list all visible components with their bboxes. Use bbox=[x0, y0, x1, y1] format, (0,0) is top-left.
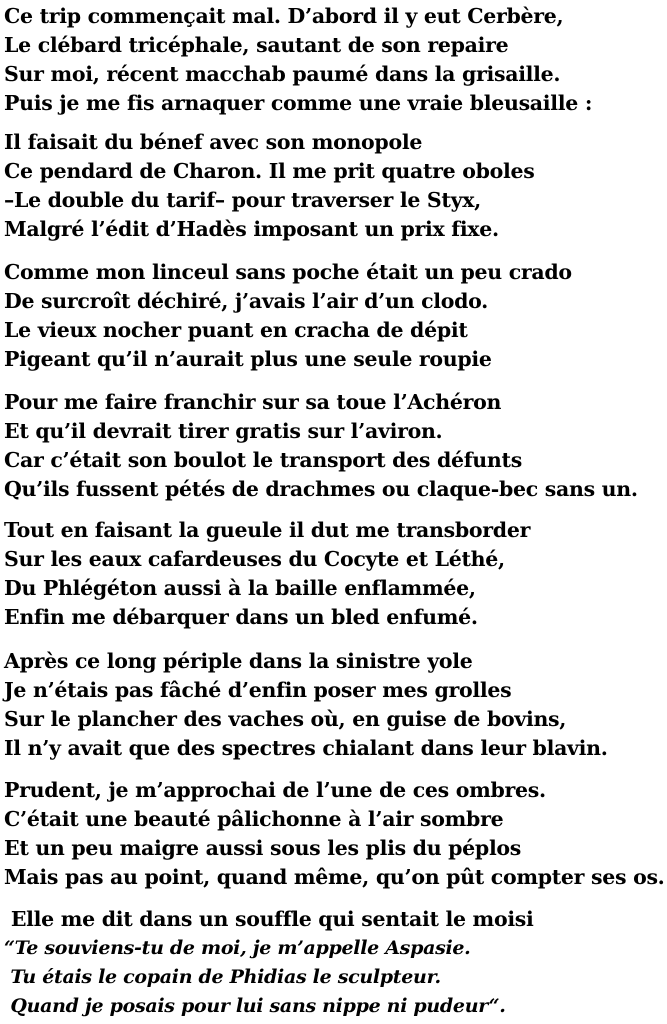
poem-line: Prudent, je m’approchai de l’une de ces ombres. bbox=[4, 778, 546, 802]
stanza-6 bbox=[4, 647, 664, 763]
poem-line: Enfin me débarquer dans un bled enfumé. bbox=[4, 605, 478, 629]
poem-line: Le clébard tricéphale, sautant de son repaire bbox=[4, 33, 509, 57]
stanza-2 bbox=[4, 128, 664, 244]
poem-line: Et qu’il devrait tirer gratis sur l’aviron. bbox=[4, 419, 443, 443]
quoted-speech bbox=[4, 934, 664, 1021]
poem-line: Puis je me fis arnaquer comme une vraie bleusaille : bbox=[4, 91, 593, 115]
poem-line: Du Phlégéton aussi à la baille enflammée, bbox=[4, 576, 476, 600]
poem-line: Le vieux nocher puant en cracha de dépit bbox=[4, 318, 468, 342]
poem-line: Sur moi, récent macchab paumé dans la grisaille. bbox=[4, 62, 561, 86]
poem-line: Sur les eaux cafardeuses du Cocyte et Léthé, bbox=[4, 547, 505, 571]
poem-line: Comme mon linceul sans poche était un peu crado bbox=[4, 260, 572, 284]
poem-line: Tout en faisant la gueule il dut me transborder bbox=[4, 518, 531, 542]
poem-line: Il n’y avait que des spectres chialant dans leur blavin. bbox=[4, 736, 608, 760]
poem-line: Et un peu maigre aussi sous les plis du péplos bbox=[4, 836, 522, 860]
poem-line-italic: “Te souviens-tu de moi, je m’appelle Aspasie. bbox=[4, 937, 471, 959]
stanza-3 bbox=[4, 258, 664, 374]
poem-line: Sur le plancher des vaches où, en guise de bovins, bbox=[4, 707, 567, 731]
poem-line: Elle me dit dans un souffle qui sentait le moisi bbox=[4, 907, 534, 931]
poem-line-italic: Tu étais le copain de Phidias le sculpteur. bbox=[4, 966, 441, 988]
stanza-4 bbox=[4, 388, 664, 504]
poem-line: Il faisait du bénef avec son monopole bbox=[4, 130, 423, 154]
stanza-5 bbox=[4, 516, 664, 632]
poem-line: Après ce long périple dans la sinistre yole bbox=[4, 649, 473, 673]
poem-line: Malgré l’édit d’Hadès imposant un prix fixe. bbox=[4, 217, 499, 241]
stanza-7 bbox=[4, 776, 664, 892]
stanza-8 bbox=[4, 905, 664, 1021]
poem-line: Qu’ils fussent pétés de drachmes ou claque-bec sans un. bbox=[4, 477, 638, 501]
poem-line: Je n’étais pas fâché d’enfin poser mes grolles bbox=[4, 678, 512, 702]
poem-line: Ce pendard de Charon. Il me prit quatre oboles bbox=[4, 159, 535, 183]
poem-line: Pour me faire franchir sur sa toue l’Achéron bbox=[4, 390, 502, 414]
stanza-1 bbox=[4, 2, 664, 118]
poem-line: Car c’était son boulot le transport des défunts bbox=[4, 448, 522, 472]
poem-line: –Le double du tarif– pour traverser le Styx, bbox=[4, 188, 481, 212]
poem-line: De surcroît déchiré, j’avais l’air d’un clodo. bbox=[4, 289, 488, 313]
poem-line: Mais pas au point, quand même, qu’on pût compter ses os. bbox=[4, 865, 665, 889]
poem-line: Ce trip commençait mal. D’abord il y eut Cerbère, bbox=[4, 4, 564, 28]
poem-line: Pigeant qu’il n’aurait plus une seule roupie bbox=[4, 347, 492, 371]
poem-line-italic: Quand je posais pour lui sans nippe ni pudeur“. bbox=[4, 995, 506, 1017]
poem-line: C’était une beauté pâlichonne à l’air sombre bbox=[4, 807, 504, 831]
